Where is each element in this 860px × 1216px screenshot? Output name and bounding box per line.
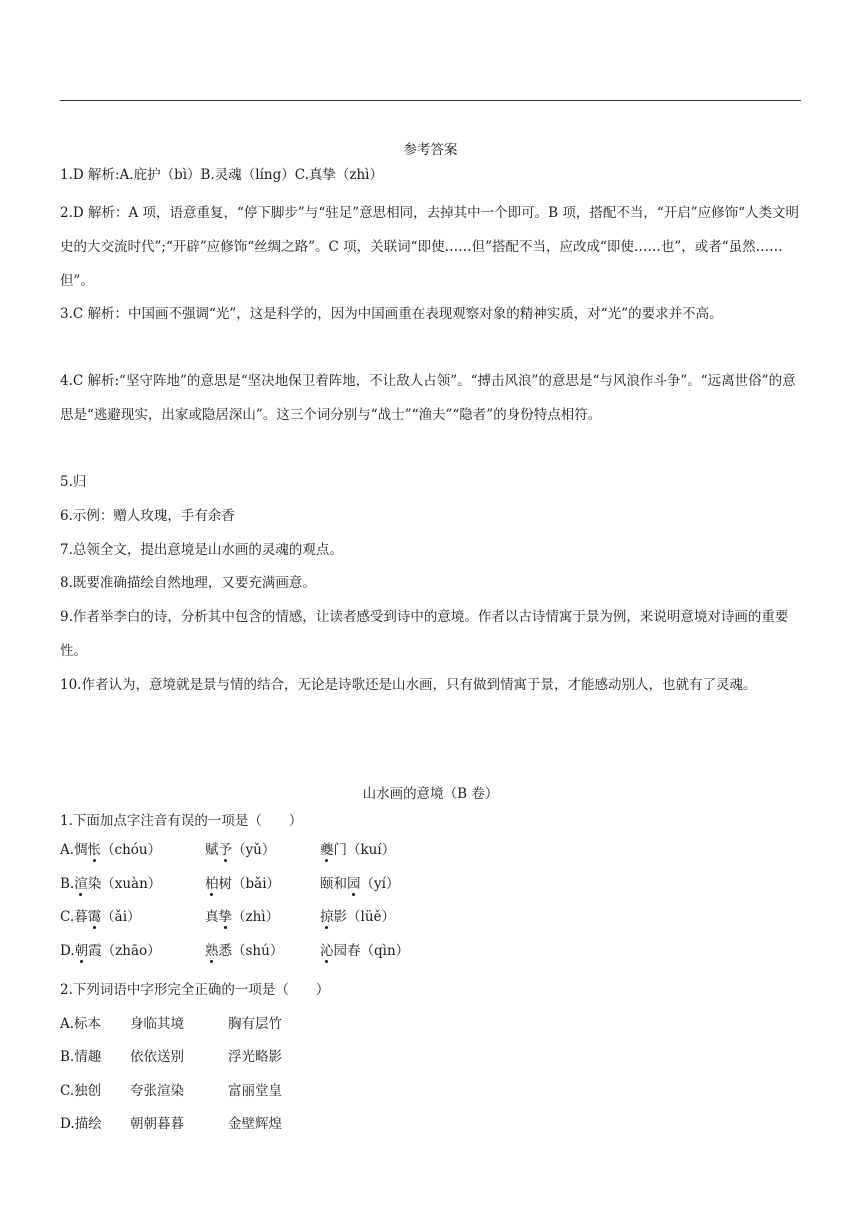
question-1-stem: 1.下面加点字注音有误的一项是（ ）	[60, 813, 303, 829]
option-text-pre: 颐和	[320, 876, 347, 892]
header-rule	[60, 100, 801, 101]
dotted-character: 怅	[87, 842, 102, 858]
option-text-post: 影（lüě）	[333, 909, 396, 925]
question-2-option-item: 金壁辉煌	[228, 1116, 282, 1132]
question-1-option-item	[320, 840, 395, 860]
option-text-post: （chóu）	[101, 842, 162, 858]
question-1-option-item	[320, 941, 409, 961]
question-2-option-item: 依依送别	[130, 1049, 184, 1065]
question-2-option-item: C.独创	[60, 1083, 102, 1099]
option-text-pre: D.	[60, 943, 75, 959]
dotted-character: 柏	[205, 876, 219, 892]
option-text-pre: A.惆	[60, 842, 88, 858]
question-2-option-item: 身临其境	[130, 1016, 184, 1032]
dotted-character: 朝	[74, 943, 89, 959]
question-2-option-item: A.标本	[60, 1016, 102, 1032]
answer-9: 9.作者举李白的诗，分析其中包含的情感，让读者感受到诗中的意境。作者以古诗情寓于景为例，来说明意境对诗画的重要性。	[60, 609, 789, 659]
option-text-pre: 赋	[205, 842, 219, 858]
answer-7: 7.总领全文，提出意境是山水画的灵魂的观点。	[60, 542, 343, 558]
answer-3: 3.C 解析：中国画不强调“光”，这是科学的，因为中国画重在表现观察对象的精神实质，对“光”的要求并不高。	[60, 306, 723, 322]
option-text-pre: B.	[60, 876, 75, 892]
option-text-post: 染（xuàn）	[87, 876, 162, 892]
option-text-post: 园春（qìn）	[333, 943, 410, 959]
dotted-character: 熟	[205, 943, 219, 959]
option-text-pre: C.暮	[60, 909, 88, 925]
option-text-pre: 真	[205, 909, 219, 925]
dotted-character: 夔	[320, 842, 334, 858]
option-text-post: （ǎi）	[101, 909, 141, 925]
question-1-option-item	[320, 907, 395, 927]
dotted-character: 掠	[320, 909, 334, 925]
option-text-post: 树（bǎi）	[218, 876, 281, 892]
dotted-character: 园	[347, 876, 361, 892]
dotted-character: 挚	[218, 909, 232, 925]
question-2-stem: 2.下列词语中字形完全正确的一项是（ ）	[60, 982, 330, 998]
answer-2: 2.D 解析：A 项，语意重复，“停下脚步”与“驻足”意思相同，去掉其中一个即可。B 项，搭配不当，“开启”应修饰“人类文明史的大交流时代”;“开辟”应修饰“丝绸之路”。C 项，关联词“即使……但”搭配不当，应改成“即使……也”，或者“虽然……但”。	[60, 205, 800, 289]
answers-title: 参考答案	[403, 142, 458, 158]
question-1-option-item	[320, 874, 399, 894]
question-2-option-item: 胸有层竹	[228, 1016, 282, 1032]
dotted-character: 沁	[320, 943, 334, 959]
option-text-post: 门（kuí）	[333, 842, 396, 858]
question-1-option-item	[60, 941, 161, 961]
question-1-option-item	[205, 941, 283, 961]
option-text-post: （zhì）	[232, 909, 280, 925]
question-1-option-item	[205, 907, 279, 927]
question-1-option-item	[60, 840, 161, 860]
option-text-post: 悉（shú）	[218, 943, 284, 959]
option-text-post: （yí）	[360, 876, 400, 892]
question-2-option-item: 夸张渲染	[130, 1083, 184, 1099]
answer-10: 10.作者认为，意境就是景与情的结合，无论是诗歌还是山水画，只有做到情寓于景，才能感动别人，也就有了灵魂。	[60, 677, 757, 693]
question-2-option-item: B.情趣	[60, 1049, 102, 1065]
question-1-option-item	[60, 907, 141, 927]
dotted-character: 予	[218, 842, 232, 858]
answer-5: 5.归	[60, 474, 87, 490]
question-2-option-item: 富丽堂皇	[228, 1083, 282, 1099]
answer-4: 4.C 解析:“坚守阵地”的意思是“坚决地保卫着阵地，不让敌人占领”。“搏击风浪”的意思是“与风浪作斗争”。“远离世俗”的意思是“逃避现实，出家或隐居深山”。这三个词分别与“战士”“渔夫”“隐者”的身份特点相符。	[60, 373, 796, 423]
answer-6: 6.示例：赠人玫瑰，手有余香	[60, 508, 235, 524]
dotted-character: 霭	[87, 909, 102, 925]
question-2-option-item: 浮光略影	[228, 1049, 282, 1065]
option-text-post: （yǔ）	[232, 842, 276, 858]
answer-8: 8.既要准确描绘自然地理，又要充满画意。	[60, 575, 316, 591]
question-1-option-item	[205, 840, 275, 860]
answer-1: 1.D 解析:A.庇护（bì）B.灵魂（líng）C.真挚（zhì）	[60, 167, 383, 183]
exam-title: 山水画的意境（B 卷）	[362, 786, 499, 802]
option-text-post: 霞（zhāo）	[88, 943, 161, 959]
question-1-option-item	[60, 874, 161, 894]
question-2-option-item: D.描绘	[60, 1116, 102, 1132]
question-2-option-item: 朝朝暮暮	[130, 1116, 184, 1132]
question-1-option-item	[205, 874, 280, 894]
dotted-character: 渲	[74, 876, 88, 892]
